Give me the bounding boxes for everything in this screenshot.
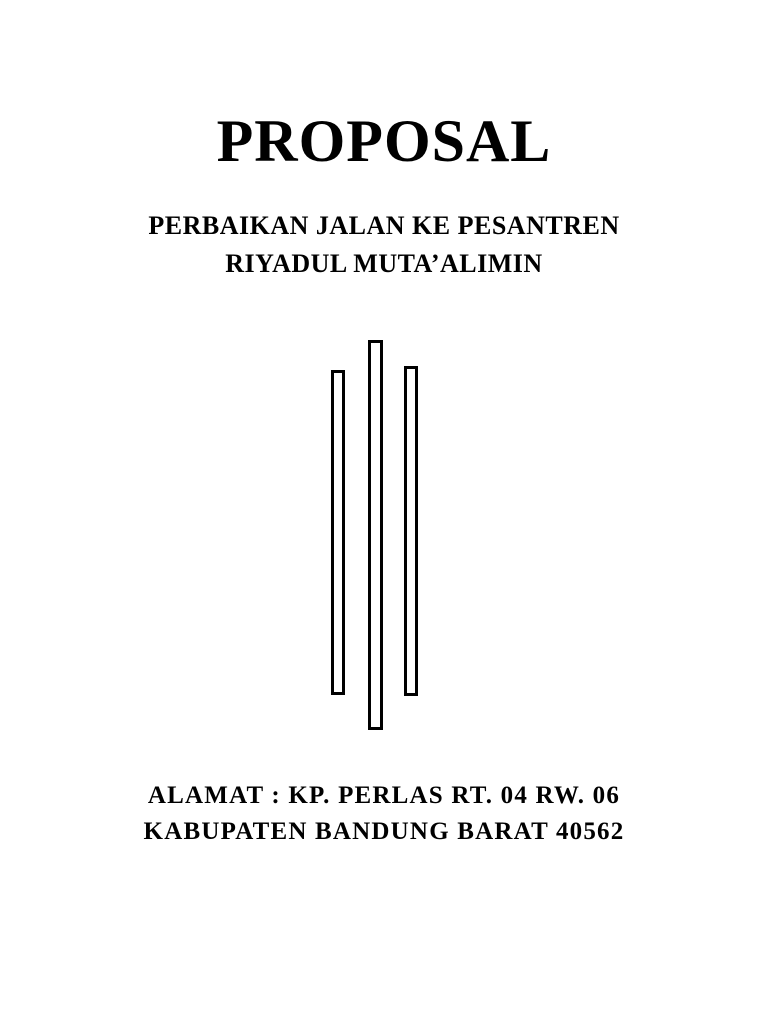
page-title: PROPOSAL xyxy=(216,108,552,174)
emblem-bar-right-icon xyxy=(404,366,418,696)
emblem-bar-center-icon xyxy=(368,340,383,730)
document-subtitle xyxy=(0,207,768,282)
emblem-bar-left-icon xyxy=(331,370,345,695)
address-line-1: ALAMAT : KP. PERLAS RT. 04 RW. 06 xyxy=(147,782,621,809)
address-block xyxy=(0,778,768,851)
subtitle-line-2: RIYADUL MUTA’ALIMIN xyxy=(225,248,543,278)
address-line-2: KABUPATEN BANDUNG BARAT 40562 xyxy=(143,818,625,846)
subtitle-line-1: PERBAIKAN JALAN KE PESANTREN xyxy=(148,211,620,240)
three-vertical-bars-emblem xyxy=(0,330,768,740)
